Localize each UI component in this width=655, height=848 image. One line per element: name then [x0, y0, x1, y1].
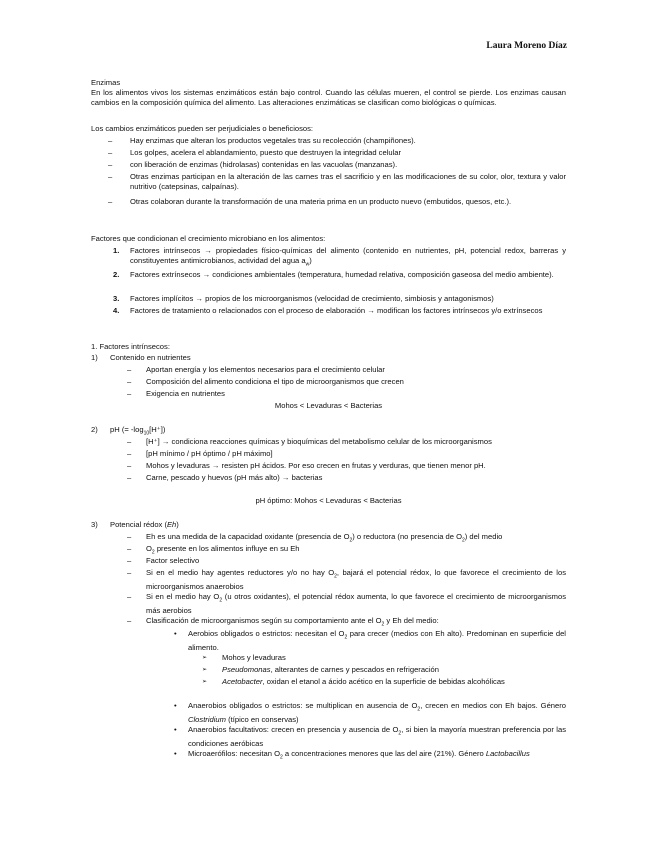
- redox-bullet-1: Eh es una medida de la capacidad oxidante (presencia de $O_2$) o reductora (no presencia de $O_2$) del medio: [146, 532, 503, 544]
- aerobios-item-1: Mohos y levaduras: [222, 653, 286, 662]
- ph-bullet-3: Mohos y levaduras → resisten pH ácidos. Por eso crecen en frutas y verduras, que tienen menor pH.: [146, 461, 486, 470]
- redox-bullet-5: Si en el medio hay $O_2$ (u otros oxidantes), el potencial rédox aumenta, lo que favorece el crecimiento de microorganismos más aerobios: [146, 592, 567, 615]
- list-number: 2): [91, 425, 98, 434]
- list-number: 4.: [113, 306, 120, 315]
- ph-bullet-4: Carne, pescado y huevos (pH más alto) → bacterias: [146, 473, 323, 482]
- enzimas-bullet-3: con liberación de enzimas (hidrolasas) contenidas en las vacuolas (manzanas).: [130, 160, 398, 169]
- dash: –: [127, 616, 132, 625]
- list-number: 3): [91, 520, 98, 529]
- arrow-bullet-icon: ➢: [202, 667, 208, 673]
- dash: –: [127, 389, 132, 398]
- dash: –: [108, 172, 113, 181]
- factor-3: Factores implícitos → propios de los microorganismos (velocidad de crecimiento, simbiosis y antagonismos): [130, 294, 494, 303]
- dash: –: [108, 197, 113, 206]
- ph-bullet-1: [H⁺] → condiciona reacciones químicas y bioquímicas del metabolismo celular de los microorganismos: [146, 437, 492, 446]
- enzimas-intro: En los alimentos vivos los sistemas enzimáticos están bajo control. Cuando las células mueren, el control se pierde. Los enzimas causan cambios en la composición química del alimento. Las alteraciones enzimáticas se clasifican como biológicas o químicas.: [91, 88, 566, 107]
- dash: –: [127, 473, 132, 482]
- microaerofilos: Microaerófilos: necesitan $O_2$ a concentraciones menores que las del aire (21%). Género Lactobacillus: [188, 749, 530, 761]
- nutrientes-bullet-2: Composición del alimento condiciona el tipo de microorganismos que crecen: [146, 377, 404, 386]
- dash: –: [127, 592, 132, 601]
- author-name: Laura Moreno Díaz: [486, 41, 567, 51]
- arrow-bullet-icon: ➢: [202, 655, 208, 661]
- bullet-icon: •: [174, 629, 177, 638]
- list-number: 1.: [113, 246, 120, 255]
- dash: –: [108, 136, 113, 145]
- list-number: 2.: [113, 270, 120, 279]
- anaerobios-facultativos: Anaerobios facultativos: crecen en presencia y ausencia de $O_2$, si bien la mayoría muestran preferencia por las condiciones aeróbicas: [188, 725, 567, 748]
- subsection-redox: Potencial rédox (Eh): [110, 520, 179, 529]
- anaerobios-obligados: Anaerobios obligados o estrictos: se multiplican en ausencia de $O_2$, crecen en medios con Eh bajos. Género Clostridium (típico en conservas): [188, 701, 566, 724]
- dash: –: [127, 532, 132, 541]
- dash: –: [127, 377, 132, 386]
- list-number: 1): [91, 353, 98, 362]
- factor-2: Factores extrínsecos → condiciones ambientales (temperatura, humedad relativa, composición gaseosa del medio ambiente).: [130, 270, 554, 279]
- subsection-nutrientes: Contenido en nutrientes: [110, 353, 191, 362]
- aerobios-item-2: Pseudomonas, alterantes de carnes y pescados en refrigeración: [222, 665, 439, 674]
- ph-comparison: pH óptimo: Mohos < Levaduras < Bacterias: [255, 496, 402, 505]
- dash: –: [127, 437, 132, 446]
- bullet-icon: •: [174, 749, 177, 758]
- enzimas-bullet-5: Otras colaboran durante la transformación de una materia prima en un producto nuevo (embutidos, quesos, etc.).: [130, 197, 512, 206]
- cambios-text: Los cambios enzimáticos pueden ser perjudiciales o beneficiosos:: [91, 124, 314, 133]
- subsection-ph: pH (= $-\log_{10}[H^+]$): [110, 425, 166, 437]
- redox-bullet-3: Factor selectivo: [146, 556, 200, 565]
- dash: –: [127, 568, 132, 577]
- arrow-bullet-icon: ➢: [202, 679, 208, 685]
- redox-bullet-2: $O_2$ presente en los alimentos influye en su Eh: [146, 544, 300, 556]
- redox-bullet-6: Clasificación de microorganismos según su comportamiento ante el $O_2$ y Eh del medio:: [146, 616, 439, 628]
- section-title-enzimas: Enzimas: [91, 78, 121, 87]
- enzimas-bullet-4: Otras enzimas participan en la alteración de las carnes tras el sacrificio y en las modificaciones de su color, olor, textura y valor nutritivo (catepsinas, calpaínas).: [130, 172, 566, 191]
- dash: –: [127, 449, 132, 458]
- factor-4: Factores de tratamiento o relacionados con el proceso de elaboración → modifican los factores intrínsecos y/o extrínsecos: [130, 306, 543, 315]
- nutrientes-bullet-1: Aportan energía y los elementos necesarios para el crecimiento celular: [146, 365, 385, 374]
- section-title-intrinsecos: 1. Factores intrínsecos:: [91, 342, 170, 351]
- dash: –: [108, 160, 113, 169]
- aerobios-item-3: Acetobacter, oxidan el etanol a ácido acético en la superficie de bebidas alcohólicas: [222, 677, 505, 686]
- factor-1: Factores intrínsecos → propiedades físico-químicas del alimento (contenido en nutrientes, pH, potencial redox, barreras y constituyentes antimicrobianos, actividad del agua $a_w$): [130, 246, 566, 268]
- aerobios-obligados: Aerobios obligados o estrictos: necesitan el $O_2$ para crecer (medios con Eh alto). Predominan en superficie del alimento.: [188, 629, 566, 652]
- nutrientes-comparison: Mohos < Levaduras < Bacterias: [274, 401, 383, 410]
- bullet-icon: •: [174, 725, 177, 734]
- enzimas-bullet-1: Hay enzimas que alteran los productos vegetales tras su recolección (champiñones).: [130, 136, 416, 145]
- nutrientes-bullet-3: Exigencia en nutrientes: [146, 389, 225, 398]
- list-number: 3.: [113, 294, 120, 303]
- section-title-factores: Factores que condicionan el crecimiento microbiano en los alimentos:: [91, 234, 326, 243]
- dash: –: [127, 556, 132, 565]
- dash: –: [127, 365, 132, 374]
- redox-bullet-4: Si en el medio hay agentes reductores y/o no hay $O_2$, bajará el potencial rédox, lo que favorece el crecimiento de los microorganismos anaerobios: [146, 568, 566, 591]
- bullet-icon: •: [174, 701, 177, 710]
- ph-bullet-2: [pH mínimo / pH óptimo / pH máximo]: [146, 449, 273, 458]
- dash: –: [108, 148, 113, 157]
- dash: –: [127, 461, 132, 470]
- dash: –: [127, 544, 132, 553]
- enzimas-bullet-2: Los golpes, acelera el ablandamiento, puesto que destruyen la integridad celular: [130, 148, 402, 157]
